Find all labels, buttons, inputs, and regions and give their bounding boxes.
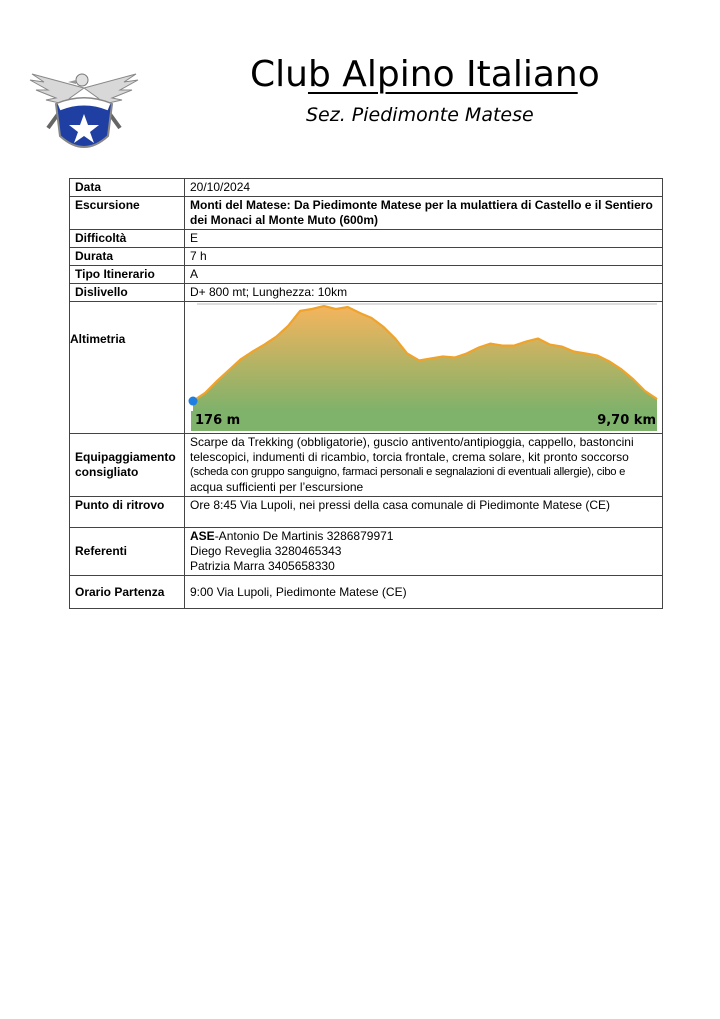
row-difficolta [70, 230, 663, 248]
row-referenti [70, 528, 663, 576]
referente-1-name: -Antonio De Martinis 3286879971 [214, 529, 394, 543]
row-data [70, 179, 663, 197]
row-orario-partenza [70, 576, 663, 609]
value-dislivello: D+ 800 mt; Lunghezza: 10km [185, 284, 663, 302]
elevation-start-label: 176 m [195, 413, 241, 428]
value-durata: 7 h [185, 248, 663, 266]
row-tipo-itinerario [70, 266, 663, 284]
label-data: Data [70, 179, 185, 197]
referente-line-2: Diego Reveglia 3280465343 [190, 544, 342, 558]
referente-line-1 [190, 529, 657, 544]
equip-line-4: acqua sufficienti per l’escursione [190, 480, 364, 494]
value-difficolta: E [185, 230, 663, 248]
label-escursione: Escursione [70, 197, 185, 230]
value-equipaggiamento [185, 434, 663, 497]
value-referenti [185, 528, 663, 576]
row-punto-ritrovo [70, 497, 663, 528]
value-tipo-itinerario: A [185, 266, 663, 284]
label-punto-ritrovo: Punto di ritrovo [70, 497, 185, 528]
label-referenti: Referenti [70, 528, 185, 576]
label-orario-partenza: Orario Partenza [70, 576, 185, 609]
distance-end-label: 9,70 km [597, 413, 656, 428]
value-orario-partenza: 9:00 Via Lupoli, Piedimonte Matese (CE) [185, 576, 663, 609]
value-data: 20/10/2024 [185, 179, 663, 197]
equip-line-2: telescopici, indumenti di ricambio, torcia frontale, crema solare, kit pronto soccorso [190, 450, 629, 464]
value-punto-ritrovo: Ore 8:45 Via Lupoli, nei pressi della casa comunale di Piedimonte Matese (CE) [185, 497, 663, 528]
eagle-emblem-icon [22, 62, 146, 170]
page-title: Club Alpino Italiano [250, 54, 600, 95]
row-durata [70, 248, 663, 266]
value-escursione: Monti del Matese: Da Piedimonte Matese per la mulattiera di Castello e il Sentiero dei Monaci al Monte Muto (600m) [185, 197, 663, 230]
cai-logo [22, 62, 146, 170]
referente-line-3: Patrizia Marra 3405658330 [190, 559, 335, 573]
chart-ground-band [191, 411, 657, 431]
ase-prefix: ASE [190, 529, 215, 543]
label-equipaggiamento: Equipaggiamento consigliato [70, 434, 185, 497]
row-altimetria [70, 302, 663, 434]
elevation-chart [185, 302, 662, 433]
elevation-profile-svg [185, 302, 663, 433]
label-difficolta: Difficoltà [70, 230, 185, 248]
label-tipo-itinerario: Tipo Itinerario [70, 266, 185, 284]
start-point-marker [189, 397, 198, 406]
row-escursione [70, 197, 663, 230]
page-subtitle: Sez. Piedimonte Matese [306, 104, 534, 126]
row-equipaggiamento [70, 434, 663, 497]
equip-line-3: (scheda con gruppo sanguigno, farmaci personali e segnalazioni di eventuali allergie), cibo e [190, 466, 626, 478]
row-dislivello [70, 284, 663, 302]
label-dislivello: Dislivello [70, 284, 185, 302]
excursion-table [69, 178, 663, 609]
label-durata: Durata [70, 248, 185, 266]
label-altimetria: Altimetria [70, 302, 185, 434]
elevation-chart-cell [185, 302, 663, 434]
equip-line-1: Scarpe da Trekking (obbligatorie), guscio antivento/antipioggia, cappello, bastoncini [190, 435, 634, 449]
